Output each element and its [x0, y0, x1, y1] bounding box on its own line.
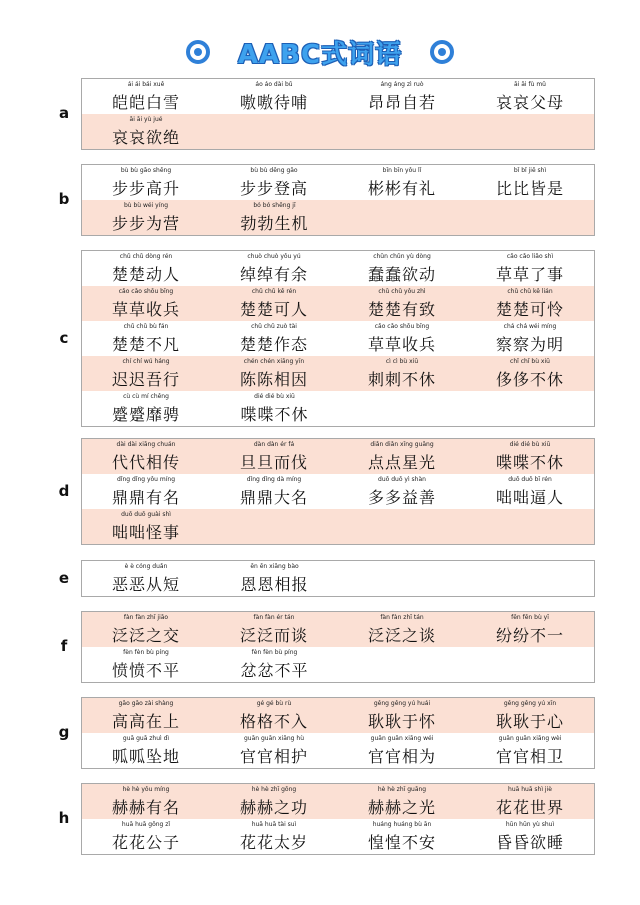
idiom-text: 草草收兵	[368, 335, 437, 354]
pinyin: gé gé bù rù	[256, 700, 292, 707]
idiom-text: 花花太岁	[240, 833, 309, 852]
idiom-text: 刺刺不休	[368, 370, 437, 389]
word-row	[82, 356, 594, 391]
idiom-text: 花花公子	[112, 833, 181, 852]
idiom-text: 皑皑白雪	[112, 93, 181, 112]
word-cell	[338, 165, 466, 200]
idiom-text: 步步高升	[112, 179, 181, 198]
idiom-text: 草草了事	[496, 265, 565, 284]
idiom-text: 高高在上	[112, 712, 181, 731]
pinyin: fàn fàn zhī tán	[380, 614, 424, 621]
pinyin: chuò chuò yǒu yú	[247, 253, 301, 260]
pinyin: chǔ chǔ yǒu zhì	[378, 288, 426, 295]
section-box	[81, 560, 595, 597]
pinyin: dǐng dǐng yǒu míng	[116, 476, 176, 483]
idiom-text: 喋喋不休	[496, 453, 565, 472]
word-cell	[338, 79, 466, 114]
pinyin: cù cù mí chěng	[123, 393, 169, 400]
idiom-text: 格格不入	[240, 712, 309, 731]
word-row	[82, 474, 594, 509]
pinyin: hūn hūn yù shuì	[505, 821, 555, 828]
pinyin: cǎo cǎo shōu bīng	[118, 288, 174, 295]
word-cell	[338, 286, 466, 321]
pinyin: guān guān xiāng wèi	[498, 735, 562, 742]
pinyin: chǐ chǐ bù xiū	[510, 358, 550, 365]
word-cell	[210, 79, 338, 114]
pinyin: áo áo dài bǔ	[255, 81, 293, 88]
word-row	[82, 509, 594, 544]
pinyin: áng áng zì ruò	[380, 81, 424, 88]
word-cell	[82, 698, 210, 733]
pinyin: ái ái bái xuě	[127, 81, 165, 88]
pinyin: chǔ chǔ zuò tài	[251, 323, 297, 330]
word-cell	[466, 474, 594, 509]
word-cell	[466, 286, 594, 321]
pinyin: guān guān xiāng hù	[243, 735, 304, 742]
section-box	[81, 164, 595, 236]
word-cell	[82, 509, 211, 544]
word-cell	[210, 251, 338, 286]
pinyin: cì cì bù xiū	[385, 358, 419, 365]
word-cell	[82, 612, 210, 647]
page-title: AABC式词语	[237, 39, 403, 70]
word-cell	[82, 114, 211, 149]
pinyin: dié dié bù xiū	[254, 393, 295, 400]
pinyin: chén chén xiāng yīn	[243, 358, 305, 365]
word-cell	[211, 561, 340, 596]
word-cell	[82, 79, 210, 114]
word-cell	[338, 474, 466, 509]
idiom-text: 代代相传	[112, 453, 181, 472]
pinyin: cǎo cǎo liǎo shì	[506, 253, 554, 260]
idiom-text: 咄咄逼人	[496, 488, 565, 507]
idiom-text: 泛泛之交	[112, 626, 181, 645]
pinyin: bīn bīn yǒu lǐ	[382, 167, 422, 174]
word-cell	[82, 200, 211, 235]
pinyin: duō duō yì shàn	[378, 476, 426, 483]
idiom-text: 蹙蹙靡骋	[112, 405, 181, 424]
word-row	[82, 819, 594, 854]
word-cell	[82, 647, 211, 682]
idiom-text: 楚楚有致	[368, 300, 437, 319]
pinyin: ēn ēn xiāng bào	[250, 563, 299, 570]
word-cell	[82, 286, 210, 321]
word-cell	[338, 439, 466, 474]
word-row	[82, 79, 594, 114]
idiom-text: 哀哀父母	[496, 93, 565, 112]
section-box	[81, 783, 595, 855]
idiom-text: 呱呱坠地	[112, 747, 181, 766]
pinyin: bù bù wéi yíng	[123, 202, 169, 209]
word-cell	[210, 698, 338, 733]
word-cell	[211, 647, 340, 682]
pinyin: è è cóng duǎn	[124, 563, 168, 570]
idiom-text: 彬彬有礼	[368, 179, 437, 198]
word-row	[82, 200, 594, 235]
pinyin: fèn fèn bù píng	[123, 649, 169, 656]
word-row	[82, 251, 594, 286]
idiom-text: 楚楚可怜	[496, 300, 565, 319]
section-box	[81, 250, 595, 427]
word-cell	[82, 251, 210, 286]
section-letter: f	[60, 637, 68, 655]
idiom-text: 楚楚不凡	[112, 335, 181, 354]
idiom-text: 点点星光	[368, 453, 437, 472]
word-row	[82, 391, 594, 426]
pinyin: chǔ chǔ kě lián	[507, 288, 553, 295]
word-cell	[82, 165, 210, 200]
pinyin: dǐng dǐng dà míng	[246, 476, 302, 483]
word-cell	[82, 391, 211, 426]
idiom-text: 喋喋不休	[240, 405, 309, 424]
idiom-text: 楚楚动人	[112, 265, 181, 284]
pinyin: huáng huáng bù ān	[372, 821, 432, 828]
word-cell	[466, 321, 594, 356]
section-box	[81, 438, 595, 545]
pinyin: chá chá wéi míng	[503, 323, 557, 330]
section-letter: d	[58, 481, 70, 500]
pinyin: dié dié bù xiū	[509, 441, 551, 448]
word-row	[82, 647, 594, 682]
word-cell	[82, 439, 210, 474]
idiom-text: 草草收兵	[112, 300, 181, 319]
word-row	[82, 286, 594, 321]
section-box	[81, 697, 595, 769]
word-cell	[466, 356, 594, 391]
pinyin: gěng gěng yú xīn	[503, 700, 557, 707]
idiom-text: 泛泛之谈	[368, 626, 437, 645]
pinyin: huā huā gōng zǐ	[121, 821, 171, 828]
word-cell	[82, 321, 210, 356]
word-cell	[466, 612, 594, 647]
idiom-text: 迟迟吾行	[112, 370, 181, 389]
section-letter: a	[58, 104, 70, 122]
word-cell	[82, 784, 210, 819]
idiom-text: 楚楚作态	[240, 335, 309, 354]
idiom-text: 比比皆是	[496, 179, 565, 198]
idiom-text: 鼎鼎有名	[112, 488, 181, 507]
section-box	[81, 611, 595, 683]
pinyin: chǔ chǔ dòng rén	[119, 253, 173, 260]
pinyin: dàn dàn ér fá	[253, 441, 295, 448]
section-letter: h	[58, 809, 70, 827]
word-cell	[338, 733, 466, 768]
idiom-text: 多多益善	[368, 488, 437, 507]
word-cell	[466, 784, 594, 819]
word-cell	[210, 819, 338, 854]
pinyin: huā huā shì jiè	[508, 786, 552, 793]
pinyin: āi āi yù jué	[129, 116, 163, 123]
word-row	[82, 698, 594, 733]
idiom-text: 步步登高	[240, 179, 309, 198]
idiom-text: 步步为营	[112, 214, 181, 233]
idiom-text: 嗷嗷待哺	[240, 93, 309, 112]
pinyin: chǔn chǔn yù dòng	[373, 253, 431, 260]
word-cell	[82, 733, 210, 768]
word-cell	[210, 612, 338, 647]
word-cell	[466, 165, 594, 200]
word-cell	[82, 474, 210, 509]
pinyin: bó bó shēng jī	[253, 202, 296, 209]
pinyin: guān guān xiāng wéi	[370, 735, 434, 742]
idiom-text: 侈侈不休	[496, 370, 565, 389]
word-cell	[210, 321, 338, 356]
pinyin: hè hè yǒu míng	[122, 786, 170, 793]
word-cell	[210, 439, 338, 474]
word-cell	[338, 698, 466, 733]
idiom-text: 耿耿于怀	[368, 712, 437, 731]
pinyin: fàn fàn zhī jiāo	[123, 614, 169, 621]
pinyin: duō duō guài shì	[121, 511, 171, 518]
idiom-text: 察察为明	[496, 335, 565, 354]
pinyin: chí chí wú háng	[122, 358, 170, 365]
pinyin: guā guā zhuì dì	[122, 735, 170, 742]
idiom-text: 楚楚可人	[240, 300, 309, 319]
word-cell	[210, 356, 338, 391]
pinyin: chǔ chǔ bù fán	[123, 323, 169, 330]
word-row	[82, 733, 594, 768]
pinyin: dài dài xiāng chuán	[116, 441, 176, 448]
word-cell	[466, 698, 594, 733]
idiom-text: 勃勃生机	[240, 214, 309, 233]
idiom-text: 咄咄怪事	[112, 523, 181, 542]
idiom-text: 纷纷不一	[496, 626, 565, 645]
idiom-text: 忿忿不平	[240, 661, 309, 680]
section-letter: e	[58, 568, 70, 587]
section-letter: g	[58, 723, 70, 741]
idiom-text: 鼎鼎大名	[240, 488, 309, 507]
word-cell	[466, 79, 594, 114]
idiom-text: 恶恶从短	[112, 575, 181, 594]
idiom-text: 哀哀欲绝	[112, 128, 181, 147]
pinyin: fèn fèn bù píng	[251, 649, 298, 656]
word-cell	[211, 200, 340, 235]
pinyin: diǎn diǎn xīng guāng	[370, 441, 434, 448]
pinyin: chǔ chǔ kě rén	[251, 288, 297, 295]
word-cell	[338, 612, 466, 647]
word-cell	[82, 561, 211, 596]
idiom-text: 惶惶不安	[368, 833, 437, 852]
word-row	[82, 439, 594, 474]
pinyin: duō duō bī rén	[508, 476, 552, 483]
idiom-text: 赫赫之光	[368, 798, 437, 817]
word-cell	[82, 356, 210, 391]
idiom-text: 蠢蠢欲动	[368, 265, 437, 284]
idiom-text: 旦旦而伐	[240, 453, 309, 472]
word-row	[82, 114, 594, 149]
word-cell	[211, 391, 340, 426]
word-cell	[338, 321, 466, 356]
word-cell	[338, 251, 466, 286]
pinyin: gěng gěng yú huái	[373, 700, 431, 707]
pinyin: āi āi fù mǔ	[514, 81, 546, 88]
idiom-text: 官官相为	[368, 747, 437, 766]
pinyin: fēn fēn bù yī	[511, 614, 549, 621]
word-cell	[210, 784, 338, 819]
word-cell	[338, 784, 466, 819]
idiom-text: 官官相卫	[496, 747, 565, 766]
pinyin: huā huā tài suì	[251, 821, 297, 828]
word-cell	[210, 474, 338, 509]
word-row	[82, 784, 594, 819]
idiom-text: 陈陈相因	[240, 370, 309, 389]
idiom-text: 耿耿于心	[496, 712, 565, 731]
word-cell	[338, 356, 466, 391]
idiom-text: 昂昂自若	[368, 93, 437, 112]
idiom-text: 昏昏欲睡	[496, 833, 565, 852]
word-row	[82, 321, 594, 356]
word-cell	[466, 819, 594, 854]
word-cell	[82, 819, 210, 854]
word-cell	[210, 286, 338, 321]
section-box	[81, 78, 595, 150]
pinyin: bù bù gāo shēng	[120, 167, 172, 174]
pinyin: bù bù dēng gāo	[250, 167, 298, 174]
word-cell	[210, 733, 338, 768]
idiom-text: 花花世界	[496, 798, 565, 817]
word-cell	[466, 251, 594, 286]
idiom-text: 泛泛而谈	[240, 626, 309, 645]
pinyin: cǎo cǎo shōu bīng	[374, 323, 430, 330]
idiom-text: 绰绰有余	[240, 265, 309, 284]
section-letter: c	[59, 328, 69, 347]
word-cell	[210, 165, 338, 200]
word-row	[82, 612, 594, 647]
pinyin: hè hè zhī guāng	[377, 786, 427, 793]
pinyin: bǐ bǐ jiē shì	[513, 167, 547, 174]
word-cell	[338, 819, 466, 854]
idiom-text: 赫赫有名	[112, 798, 181, 817]
section-letter: b	[58, 190, 70, 208]
idiom-text: 赫赫之功	[240, 798, 309, 817]
pinyin: hè hè zhī gōng	[251, 786, 297, 793]
pinyin: fàn fàn ér tán	[253, 614, 295, 621]
word-row	[82, 561, 594, 596]
idiom-text: 恩恩相报	[240, 575, 309, 594]
word-cell	[466, 733, 594, 768]
pinyin: gāo gāo zài shàng	[118, 700, 174, 707]
idiom-text: 愤愤不平	[112, 661, 181, 680]
word-row	[82, 165, 594, 200]
idiom-text: 官官相护	[240, 747, 309, 766]
word-cell	[466, 439, 594, 474]
